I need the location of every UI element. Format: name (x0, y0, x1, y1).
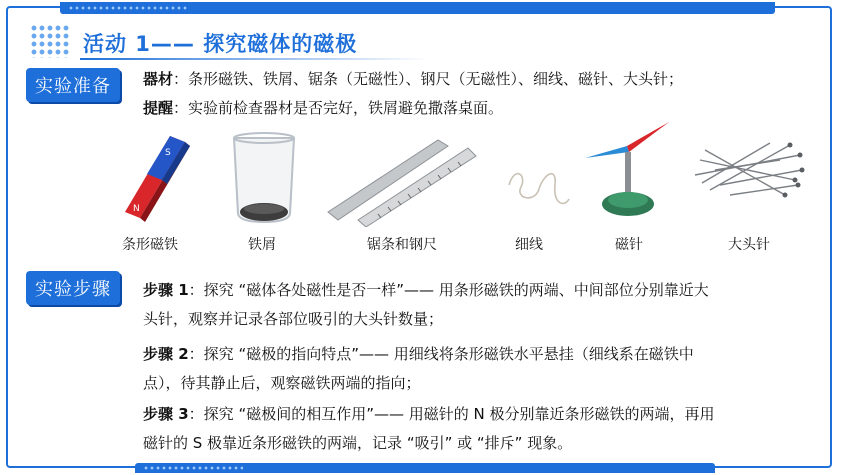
top-dots-pattern (68, 5, 188, 11)
bottom-decor-bar (135, 463, 715, 473)
materials-label: 器材 (143, 70, 174, 88)
steps-tag: 实验步骤 (26, 271, 120, 305)
magnet-n-letter: N (133, 204, 140, 214)
item-label-compass: 磁针 (615, 237, 643, 253)
title-underline (80, 58, 430, 60)
reminder-line (143, 97, 503, 119)
step-1-label: 步骤 1 (143, 281, 189, 299)
step-2-line2: 点），待其静止后，观察磁铁两端的指向； (143, 374, 421, 392)
step-3-line1 (143, 400, 813, 429)
magnet-s-letter: S (165, 148, 171, 158)
bar-magnet-icon (110, 128, 205, 223)
reminder-text: ：实验前检查器材是否完好，铁屑避免撒落桌面。 (173, 99, 504, 117)
item-label-iron-filings: 铁屑 (248, 237, 276, 253)
page-title: 活动 1—— 探究磁体的磁极 (83, 32, 358, 56)
step-1-text-a: ：探究 “磁体各处磁性是否一样”—— 用条形磁铁的两端、中间部位分别靠近大 (188, 281, 709, 299)
prep-tag: 实验准备 (26, 68, 120, 102)
pins-icon (690, 135, 805, 205)
thread-icon (505, 155, 575, 215)
item-label-saw-ruler: 锯条和钢尺 (367, 237, 437, 253)
item-label-pins: 大头针 (728, 237, 770, 253)
bottom-dots-pattern (143, 465, 243, 471)
reminder-label: 提醒 (143, 99, 174, 117)
title-dots-decor (30, 24, 70, 58)
saw-blade-and-ruler-icon (318, 132, 478, 227)
step-3 (143, 400, 813, 458)
compass-needle-icon (585, 118, 670, 228)
step-2-line1 (143, 340, 813, 369)
step-2 (143, 340, 813, 398)
item-label-magnet: 条形磁铁 (122, 237, 178, 253)
step-2-text-a: ：探究 “磁极的指向特点”—— 用细线将条形磁铁水平悬挂（细线系在磁铁中 (188, 345, 694, 363)
materials-text: ：条形磁铁、铁屑、锯条（无磁性）、钢尺（无磁性）、细线、磁针、大头针； (173, 70, 684, 88)
step-3-line2: 磁针的 S 极靠近条形磁铁的两端，记录 “吸引” 或 “排斥” 现象。 (143, 434, 573, 452)
top-decor-bar (60, 2, 775, 14)
step-3-label: 步骤 3 (143, 405, 189, 423)
step-2-label: 步骤 2 (143, 345, 189, 363)
item-label-thread: 细线 (515, 237, 543, 253)
materials-line (143, 68, 683, 90)
step-1 (143, 276, 813, 334)
step-1-line2: 头针，观察并记录各部位吸引的大头针数量； (143, 310, 444, 328)
step-1-line1 (143, 276, 813, 305)
beaker-iron-filings-icon (228, 130, 303, 225)
step-3-text-a: ：探究 “磁极间的相互作用”—— 用磁针的 N 极分别靠近条形磁铁的两端，再用 (188, 405, 715, 423)
